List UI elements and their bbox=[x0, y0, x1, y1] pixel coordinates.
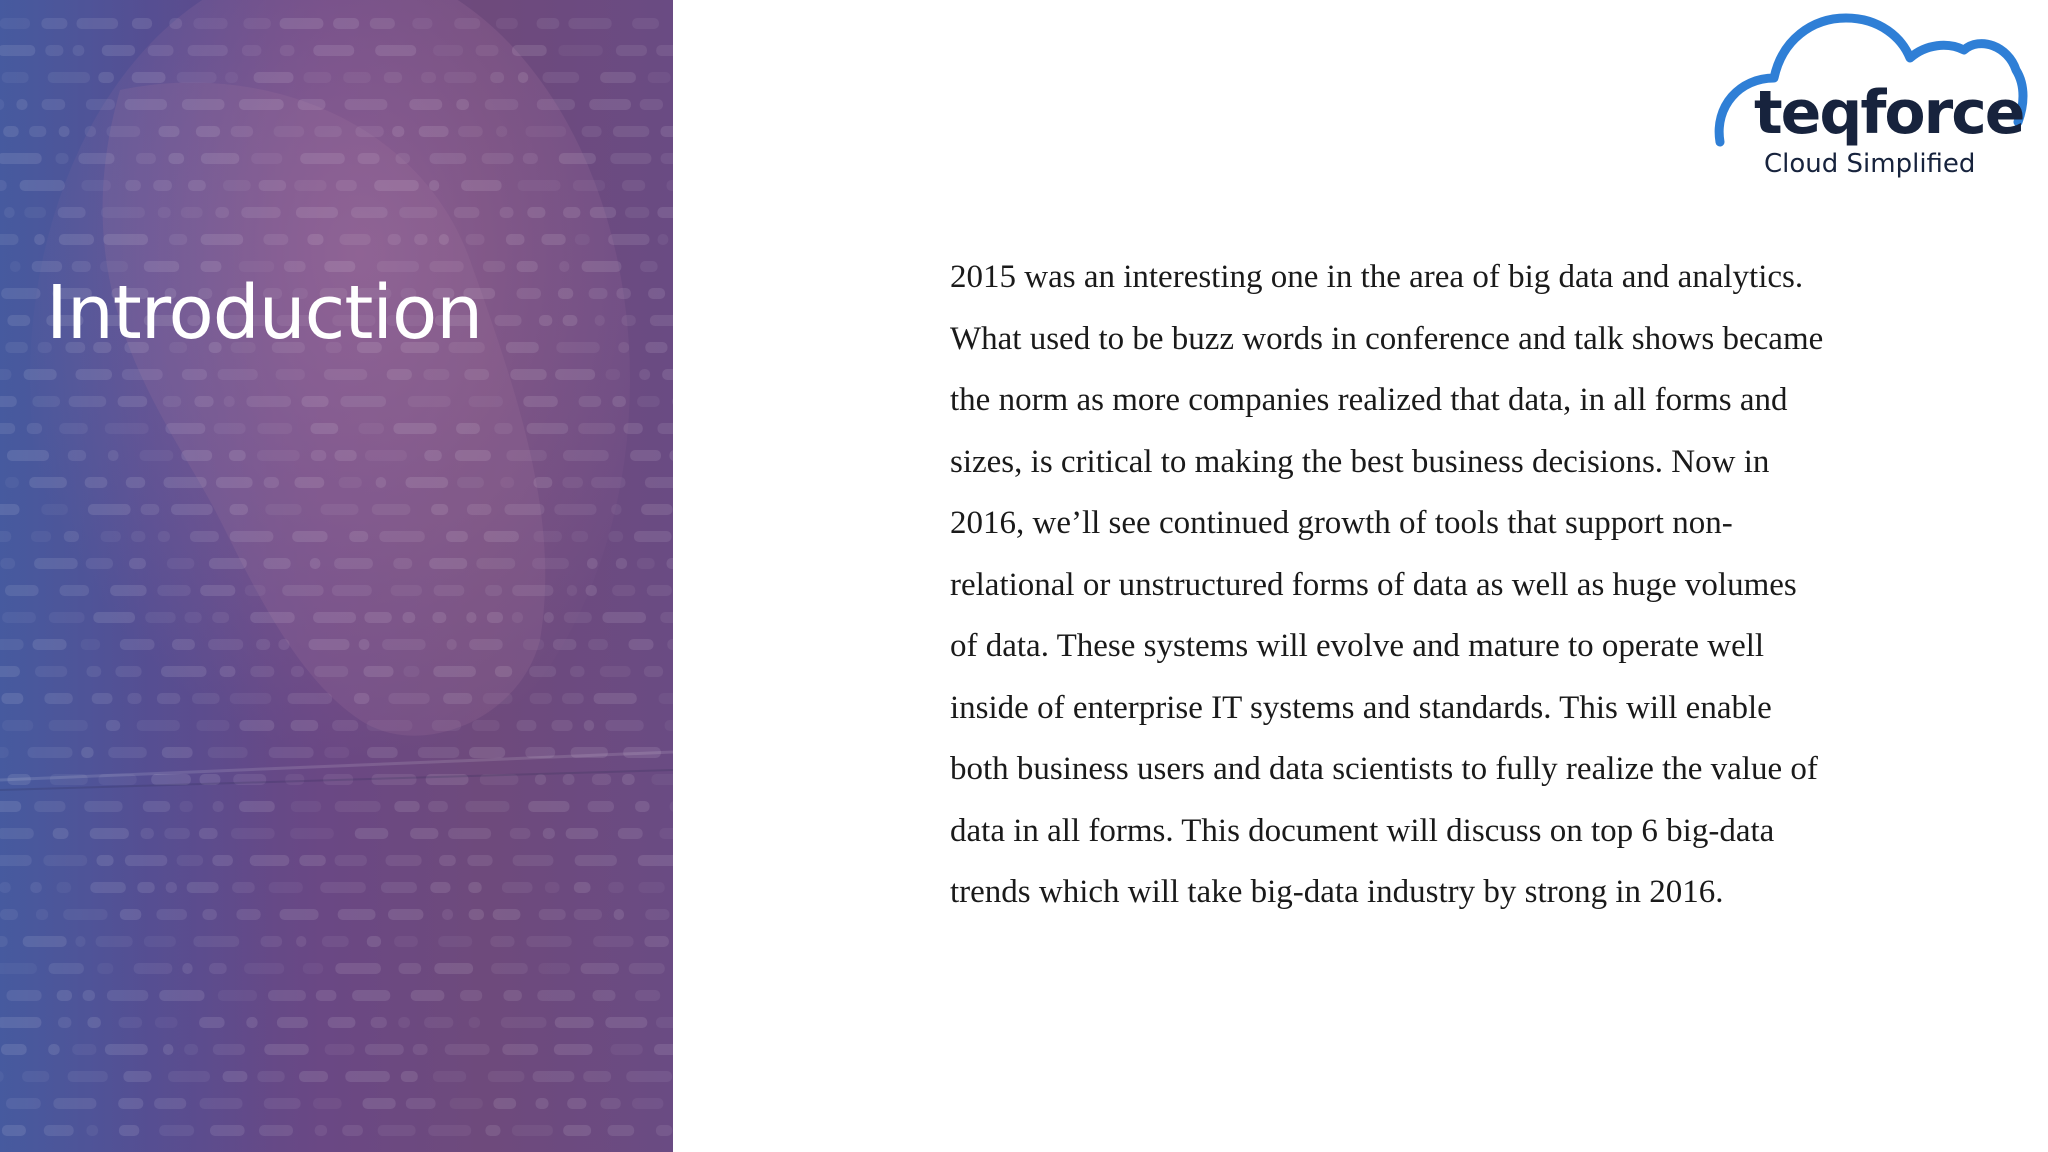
title-panel bbox=[0, 0, 673, 1152]
binary-code-background bbox=[0, 0, 673, 1152]
body-paragraph: 2015 was an interesting one in the area of big data and analytics. What used to be buzz words in conference and talk shows became the norm as more companies realized that data, in all forms and sizes, is critical to making the best business decisions. Now in 2016, we’ll see continued growth of tools that support non-relational or unstructured forms of data as well as huge volumes of data. These systems will evolve and mature to operate well inside of enterprise IT systems and standards. This will enable both business users and data scientists to fully realize the value of data in all forms. This document will discuss on top 6 big-data trends which will take big-data industry by strong in 2016. bbox=[950, 259, 1824, 910]
slide-title: Introduction bbox=[46, 270, 483, 356]
logo-tagline: Cloud Simplified bbox=[1764, 149, 1976, 179]
company-logo bbox=[1712, 6, 2028, 186]
logo-wordmark: teqforce bbox=[1754, 78, 2024, 148]
